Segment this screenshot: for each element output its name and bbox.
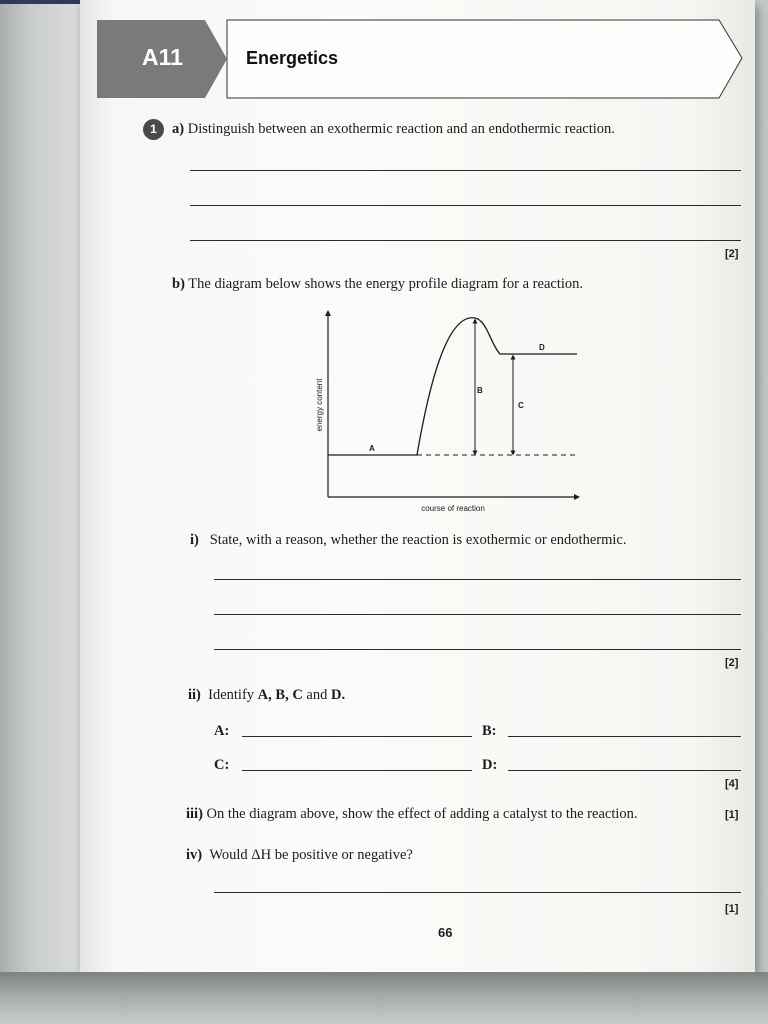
section-title: Energetics: [246, 48, 339, 68]
answer-line-a2[interactable]: [190, 205, 741, 206]
page-number: 66: [438, 925, 453, 940]
answer-line-bi3[interactable]: [214, 649, 741, 650]
answer-line-bi1[interactable]: [214, 579, 741, 580]
energy-profile-diagram: [305, 305, 590, 520]
field-b-label: B:: [482, 723, 497, 739]
energy-curve: [328, 318, 577, 455]
question-bii-text: [188, 687, 345, 704]
question-b-text: [172, 276, 583, 293]
field-a-label: A:: [214, 723, 230, 739]
question-biv-text: [186, 847, 413, 864]
question-biv-prompt: Would ΔH be positive or negative?: [209, 847, 413, 863]
header-banner: [97, 14, 747, 104]
question-biii-text: [186, 806, 638, 823]
field-d-line[interactable]: [508, 770, 741, 771]
question-biv-label: iv): [186, 847, 203, 863]
field-d-label: D:: [482, 757, 498, 773]
marks-a: [2]: [725, 248, 739, 260]
label-b: B: [477, 386, 483, 395]
label-d: D: [539, 343, 545, 352]
field-b-line[interactable]: [508, 736, 741, 737]
worksheet-page: [80, 0, 755, 972]
marks-bi: [2]: [725, 657, 739, 669]
label-a: A: [369, 444, 375, 453]
x-axis-label: course of reaction: [421, 504, 485, 513]
question-bii-last: D.: [330, 687, 346, 703]
field-a-line[interactable]: [242, 736, 472, 737]
scan-shadow: [0, 972, 768, 1024]
question-b-label: b): [172, 276, 185, 292]
field-c-line[interactable]: [242, 770, 472, 771]
answer-line-biv[interactable]: [214, 892, 741, 893]
marks-biv: [1]: [725, 903, 739, 915]
question-b-prompt: The diagram below shows the energy profile diagram for a reaction.: [188, 276, 583, 292]
question-biii-label: iii): [186, 806, 203, 822]
question-bii-label: ii): [188, 687, 201, 703]
marks-bii: [4]: [725, 778, 739, 790]
question-bii-letters: A, B, C: [257, 687, 303, 703]
question-bii-and: and: [302, 687, 331, 703]
question-number-badge: 1: [143, 119, 164, 140]
answer-line-a3[interactable]: [190, 240, 741, 241]
marks-biii: [1]: [725, 809, 739, 821]
field-c-label: C:: [214, 757, 230, 773]
question-a-label: a): [172, 121, 185, 137]
label-c: C: [518, 401, 524, 410]
question-bi-prompt: State, with a reason, whether the reaction is exothermic or endothermic.: [209, 532, 627, 548]
answer-line-a1[interactable]: [190, 170, 741, 171]
section-code: A11: [142, 44, 183, 70]
question-bi-text: [190, 532, 626, 549]
question-a-prompt: Distinguish between an exothermic reaction and an endothermic reaction.: [187, 121, 615, 137]
answer-line-bi2[interactable]: [214, 614, 741, 615]
y-axis-label: energy content: [315, 378, 324, 432]
question-bi-label: i): [190, 532, 199, 548]
question-a-text: [172, 121, 615, 138]
question-bii-prefix: Identify: [208, 687, 258, 703]
question-biii-prompt: On the diagram above, show the effect of adding a catalyst to the reaction.: [206, 806, 638, 822]
